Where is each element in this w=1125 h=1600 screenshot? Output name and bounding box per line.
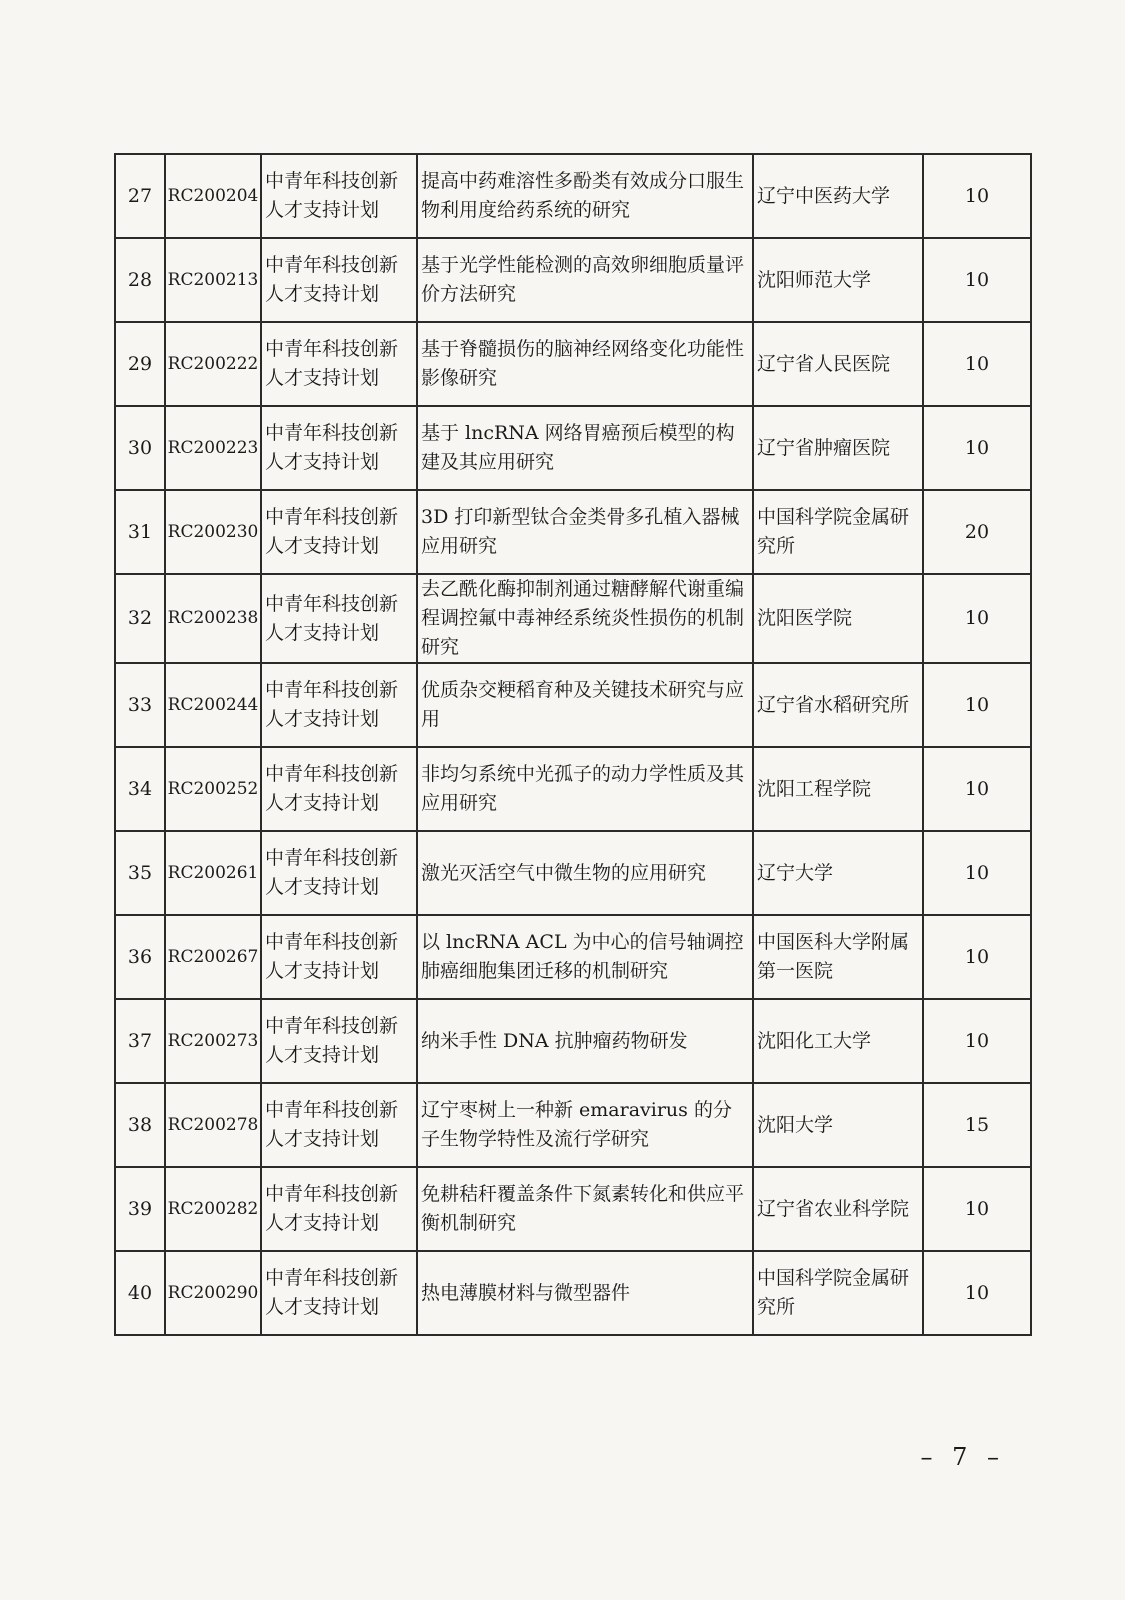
row-number-cell: 40 <box>115 1251 165 1335</box>
row-number-cell: 35 <box>115 831 165 915</box>
funding-amount-cell: 10 <box>923 406 1031 490</box>
plan-name-cell: 中青年科技创新人才支持计划 <box>261 831 417 915</box>
project-title-cell: 热电薄膜材料与微型器件 <box>417 1251 753 1335</box>
plan-name-cell: 中青年科技创新人才支持计划 <box>261 1083 417 1167</box>
plan-name-cell: 中青年科技创新人才支持计划 <box>261 1251 417 1335</box>
project-title-cell: 基于光学性能检测的高效卵细胞质量评价方法研究 <box>417 238 753 322</box>
plan-name-cell: 中青年科技创新人才支持计划 <box>261 322 417 406</box>
table-row <box>115 490 1031 574</box>
project-code-cell: RC200267 <box>165 915 261 999</box>
funding-amount-cell: 10 <box>923 663 1031 747</box>
row-number-cell: 39 <box>115 1167 165 1251</box>
row-number-cell: 33 <box>115 663 165 747</box>
row-number-cell: 28 <box>115 238 165 322</box>
project-code-cell: RC200252 <box>165 747 261 831</box>
project-title-cell: 优质杂交粳稻育种及关键技术研究与应用 <box>417 663 753 747</box>
table-row <box>115 1167 1031 1251</box>
project-code-cell: RC200223 <box>165 406 261 490</box>
plan-name-cell: 中青年科技创新人才支持计划 <box>261 238 417 322</box>
table-row <box>115 322 1031 406</box>
plan-name-cell: 中青年科技创新人才支持计划 <box>261 154 417 238</box>
project-title-cell: 激光灭活空气中微生物的应用研究 <box>417 831 753 915</box>
plan-name-cell: 中青年科技创新人才支持计划 <box>261 490 417 574</box>
project-title-cell: 纳米手性 DNA 抗肿瘤药物研发 <box>417 999 753 1083</box>
plan-name-cell: 中青年科技创新人才支持计划 <box>261 747 417 831</box>
project-title-cell: 以 lncRNA ACL 为中心的信号轴调控肺癌细胞集团迁移的机制研究 <box>417 915 753 999</box>
row-number-cell: 32 <box>115 574 165 663</box>
funding-amount-cell: 10 <box>923 999 1031 1083</box>
row-number-cell: 29 <box>115 322 165 406</box>
organization-cell: 辽宁省水稻研究所 <box>753 663 923 747</box>
row-number-cell: 38 <box>115 1083 165 1167</box>
project-code-cell: RC200273 <box>165 999 261 1083</box>
project-code-cell: RC200244 <box>165 663 261 747</box>
project-title-cell: 基于 lncRNA 网络胃癌预后模型的构建及其应用研究 <box>417 406 753 490</box>
organization-cell: 沈阳工程学院 <box>753 747 923 831</box>
funding-amount-cell: 10 <box>923 915 1031 999</box>
project-code-cell: RC200213 <box>165 238 261 322</box>
project-code-cell: RC200238 <box>165 574 261 663</box>
plan-name-cell: 中青年科技创新人才支持计划 <box>261 574 417 663</box>
row-number-cell: 30 <box>115 406 165 490</box>
plan-name-cell: 中青年科技创新人才支持计划 <box>261 406 417 490</box>
project-code-cell: RC200290 <box>165 1251 261 1335</box>
table-row <box>115 663 1031 747</box>
organization-cell: 沈阳师范大学 <box>753 238 923 322</box>
funding-amount-cell: 10 <box>923 154 1031 238</box>
funding-amount-cell: 20 <box>923 490 1031 574</box>
table-row <box>115 154 1031 238</box>
organization-cell: 辽宁省农业科学院 <box>753 1167 923 1251</box>
page-number: – 7 – <box>920 1443 1005 1471</box>
table-row <box>115 1251 1031 1335</box>
project-code-cell: RC200261 <box>165 831 261 915</box>
project-code-cell: RC200204 <box>165 154 261 238</box>
project-table <box>114 153 1032 1336</box>
plan-name-cell: 中青年科技创新人才支持计划 <box>261 1167 417 1251</box>
organization-cell: 辽宁省肿瘤医院 <box>753 406 923 490</box>
row-number-cell: 36 <box>115 915 165 999</box>
project-title-cell: 基于脊髓损伤的脑神经网络变化功能性影像研究 <box>417 322 753 406</box>
project-code-cell: RC200230 <box>165 490 261 574</box>
organization-cell: 中国医科大学附属第一医院 <box>753 915 923 999</box>
organization-cell: 辽宁中医药大学 <box>753 154 923 238</box>
project-code-cell: RC200282 <box>165 1167 261 1251</box>
row-number-cell: 31 <box>115 490 165 574</box>
project-title-cell: 3D 打印新型钛合金类骨多孔植入器械应用研究 <box>417 490 753 574</box>
table-row <box>115 574 1031 663</box>
funding-amount-cell: 10 <box>923 831 1031 915</box>
plan-name-cell: 中青年科技创新人才支持计划 <box>261 915 417 999</box>
organization-cell: 辽宁省人民医院 <box>753 322 923 406</box>
organization-cell: 中国科学院金属研究所 <box>753 490 923 574</box>
funding-amount-cell: 10 <box>923 574 1031 663</box>
project-code-cell: RC200222 <box>165 322 261 406</box>
table-body <box>115 154 1031 1335</box>
project-title-cell: 提高中药难溶性多酚类有效成分口服生物利用度给药系统的研究 <box>417 154 753 238</box>
funding-amount-cell: 10 <box>923 1167 1031 1251</box>
project-title-cell: 去乙酰化酶抑制剂通过糖酵解代谢重编程调控氟中毒神经系统炎性损伤的机制研究 <box>417 574 753 663</box>
table-row <box>115 238 1031 322</box>
table-row <box>115 747 1031 831</box>
project-title-cell: 免耕秸秆覆盖条件下氮素转化和供应平衡机制研究 <box>417 1167 753 1251</box>
organization-cell: 沈阳医学院 <box>753 574 923 663</box>
project-title-cell: 非均匀系统中光孤子的动力学性质及其应用研究 <box>417 747 753 831</box>
funding-amount-cell: 10 <box>923 238 1031 322</box>
organization-cell: 辽宁大学 <box>753 831 923 915</box>
organization-cell: 中国科学院金属研究所 <box>753 1251 923 1335</box>
row-number-cell: 34 <box>115 747 165 831</box>
table-row <box>115 406 1031 490</box>
table-row <box>115 831 1031 915</box>
organization-cell: 沈阳大学 <box>753 1083 923 1167</box>
table-row <box>115 1083 1031 1167</box>
funding-amount-cell: 10 <box>923 322 1031 406</box>
funding-amount-cell: 10 <box>923 747 1031 831</box>
project-code-cell: RC200278 <box>165 1083 261 1167</box>
table-row <box>115 999 1031 1083</box>
plan-name-cell: 中青年科技创新人才支持计划 <box>261 663 417 747</box>
funding-amount-cell: 10 <box>923 1251 1031 1335</box>
funding-amount-cell: 15 <box>923 1083 1031 1167</box>
project-title-cell: 辽宁枣树上一种新 emaravirus 的分子生物学特性及流行学研究 <box>417 1083 753 1167</box>
organization-cell: 沈阳化工大学 <box>753 999 923 1083</box>
row-number-cell: 27 <box>115 154 165 238</box>
row-number-cell: 37 <box>115 999 165 1083</box>
plan-name-cell: 中青年科技创新人才支持计划 <box>261 999 417 1083</box>
table-row <box>115 915 1031 999</box>
